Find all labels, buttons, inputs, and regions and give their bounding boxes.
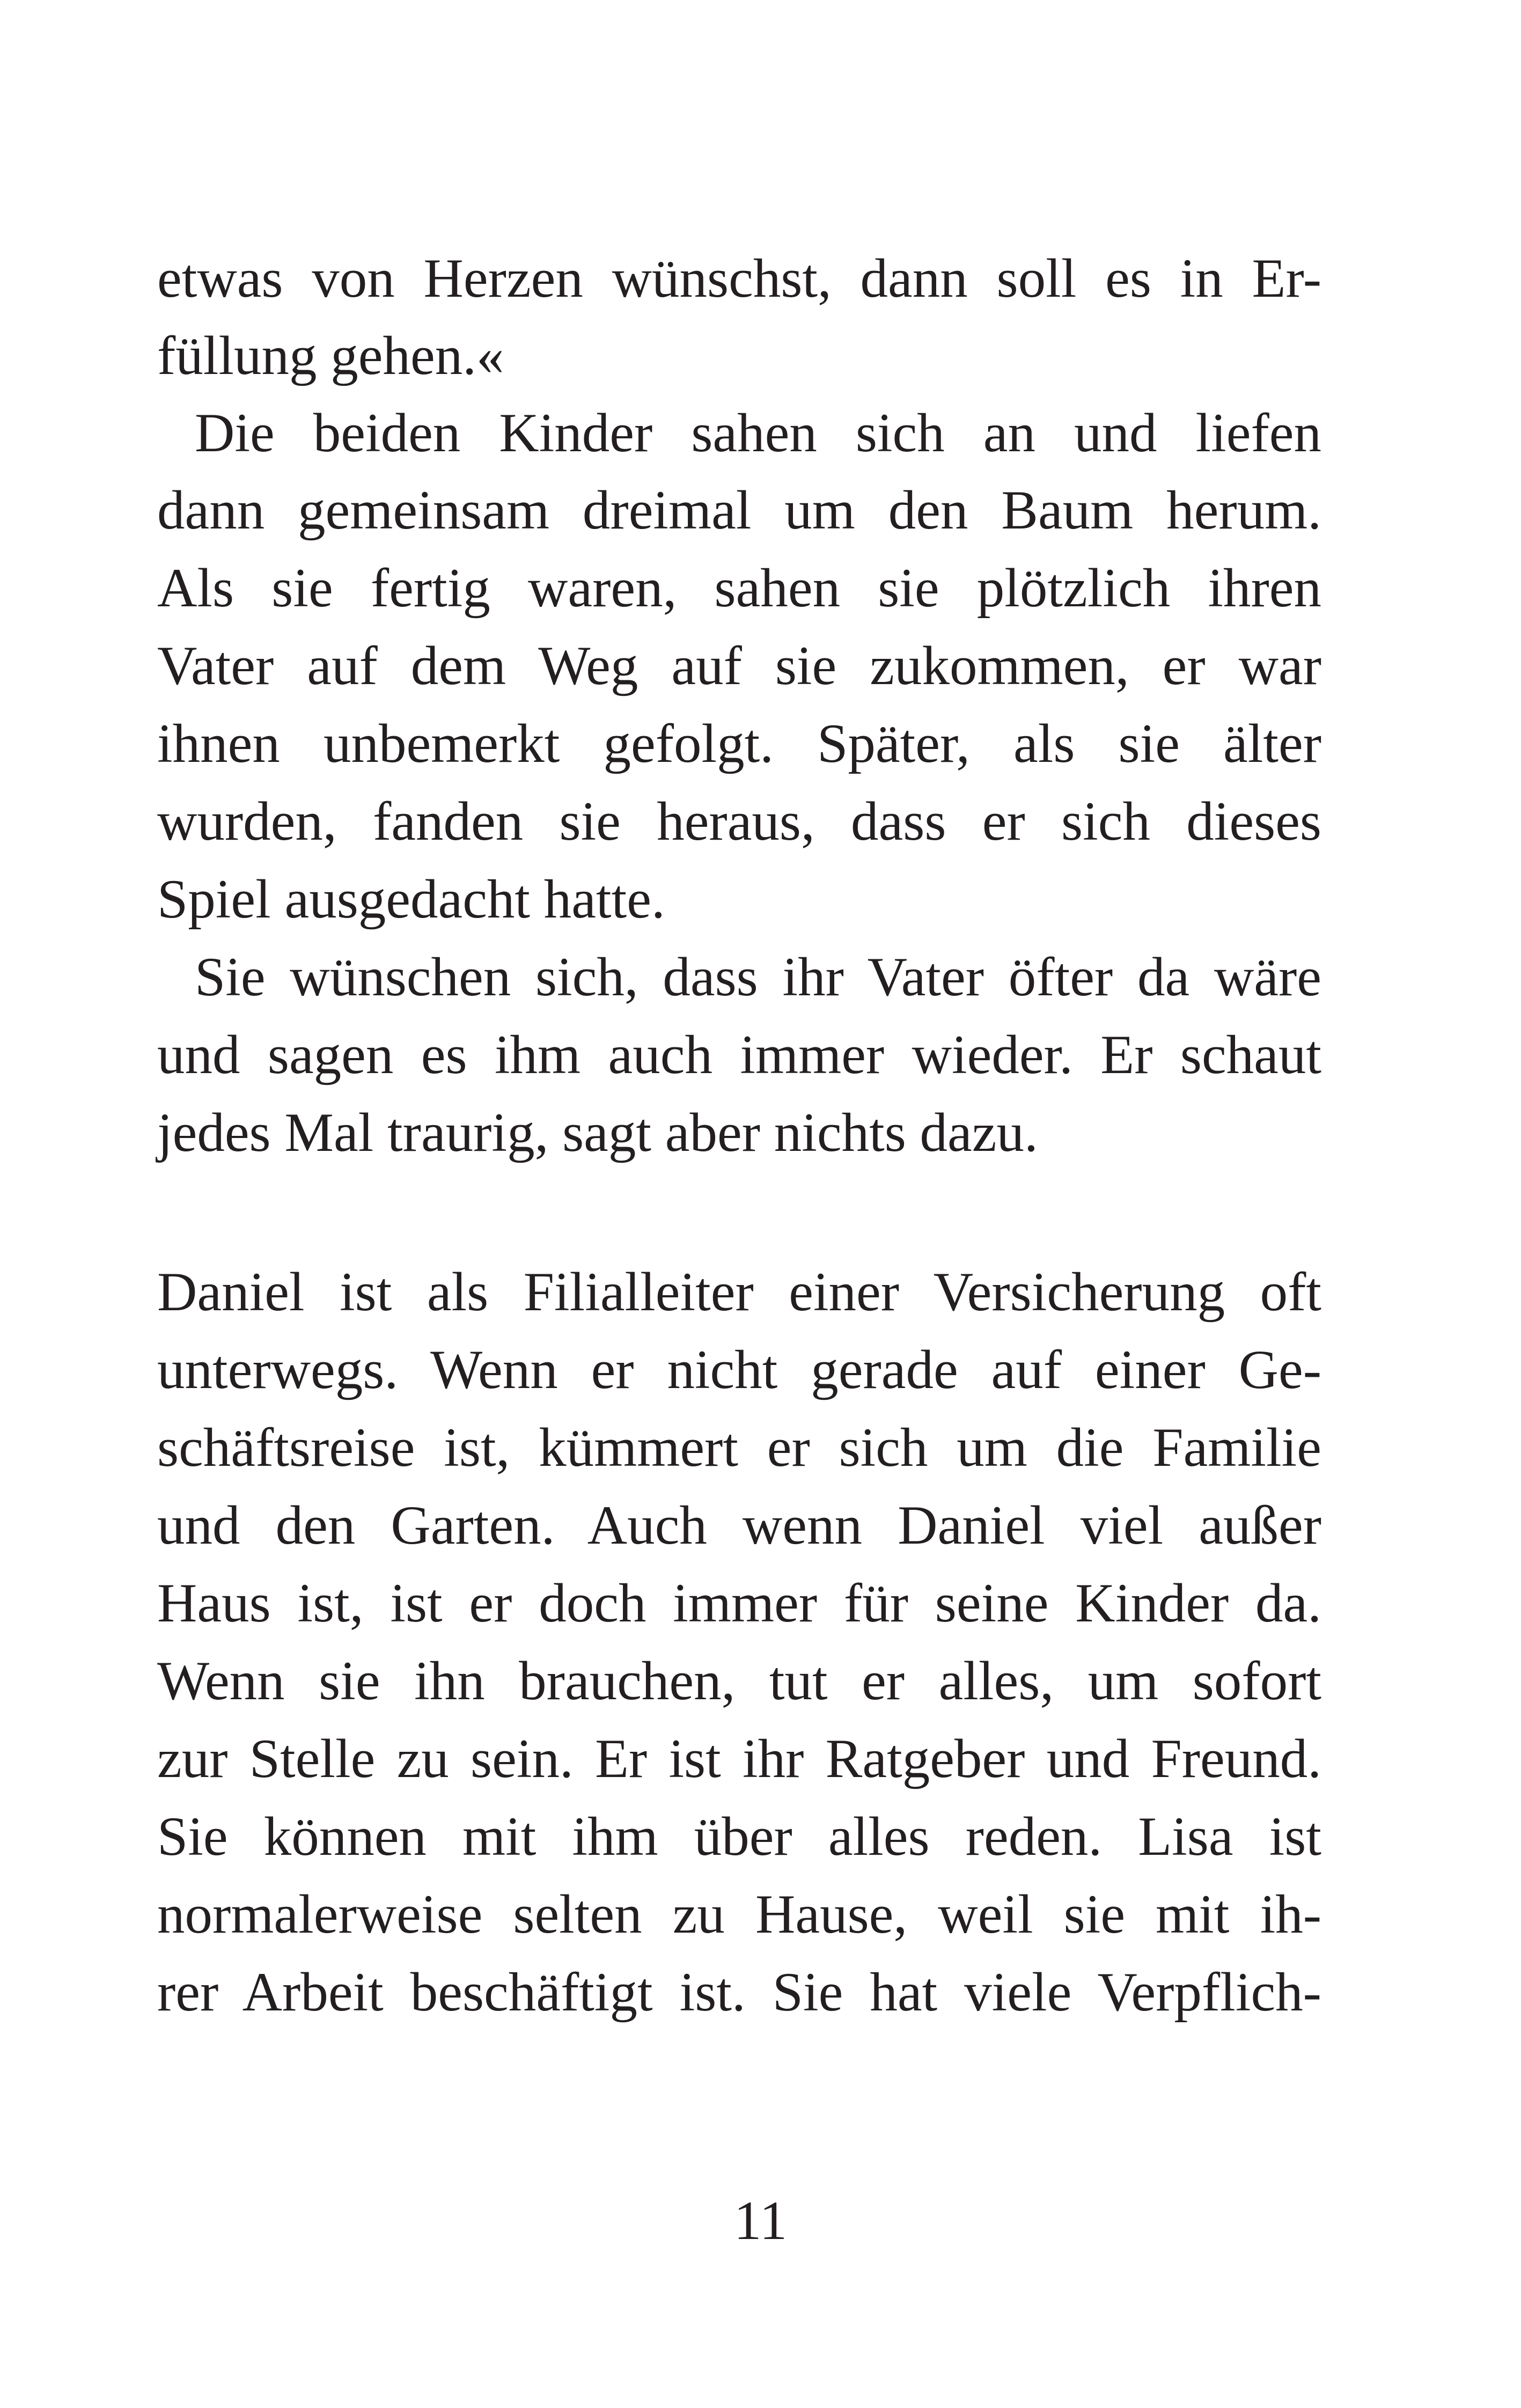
text-line: Spiel ausgedacht hatte.	[157, 869, 665, 930]
text-line: und den Garten. Auch wenn Daniel viel außer	[157, 1495, 1321, 1556]
text-line: schäftsreise ist, kümmert er sich um die Familie	[157, 1417, 1321, 1478]
text-line: Die beiden Kinder sahen sich an und liefen	[195, 402, 1321, 464]
text-line: rer Arbeit beschäftigt ist. Sie hat viele Verpflich-	[157, 1962, 1321, 2023]
text-line: Sie wünschen sich, dass ihr Vater öfter da wäre	[195, 946, 1321, 1008]
text-line: unterwegs. Wenn er nicht gerade auf einer Ge-	[157, 1339, 1321, 1400]
text-line: Daniel ist als Filialleiter einer Versicherung oft	[157, 1261, 1321, 1323]
text-line: ihnen unbemerkt gefolgt. Später, als sie älter	[157, 713, 1321, 774]
text-line: jedes Mal traurig, sagt aber nichts dazu.	[157, 1102, 1038, 1163]
page-number: 11	[733, 2190, 788, 2251]
text-line: Haus ist, ist er doch immer für seine Kinder da.	[157, 1573, 1321, 1634]
text-line: Sie können mit ihm über alles reden. Lisa ist	[157, 1806, 1321, 1867]
text-line: zur Stelle zu sein. Er ist ihr Ratgeber und Freund.	[157, 1728, 1321, 1789]
text-line: etwas von Herzen wünschst, dann soll es in Er-	[157, 248, 1321, 309]
text-line: und sagen es ihm auch immer wieder. Er schaut	[157, 1024, 1321, 1085]
text-line: Als sie fertig waren, sahen sie plötzlich ihren	[157, 557, 1321, 619]
text-line: normalerweise selten zu Hause, weil sie mit ih-	[157, 1884, 1321, 1945]
text-line: wurden, fanden sie heraus, dass er sich dieses	[157, 791, 1321, 852]
text-line: dann gemeinsam dreimal um den Baum herum.	[157, 480, 1321, 541]
text-line: füllung gehen.«	[157, 325, 504, 386]
text-line: Wenn sie ihn brauchen, tut er alles, um sofort	[157, 1650, 1321, 1712]
text-line: Vater auf dem Weg auf sie zukommen, er war	[157, 635, 1321, 696]
